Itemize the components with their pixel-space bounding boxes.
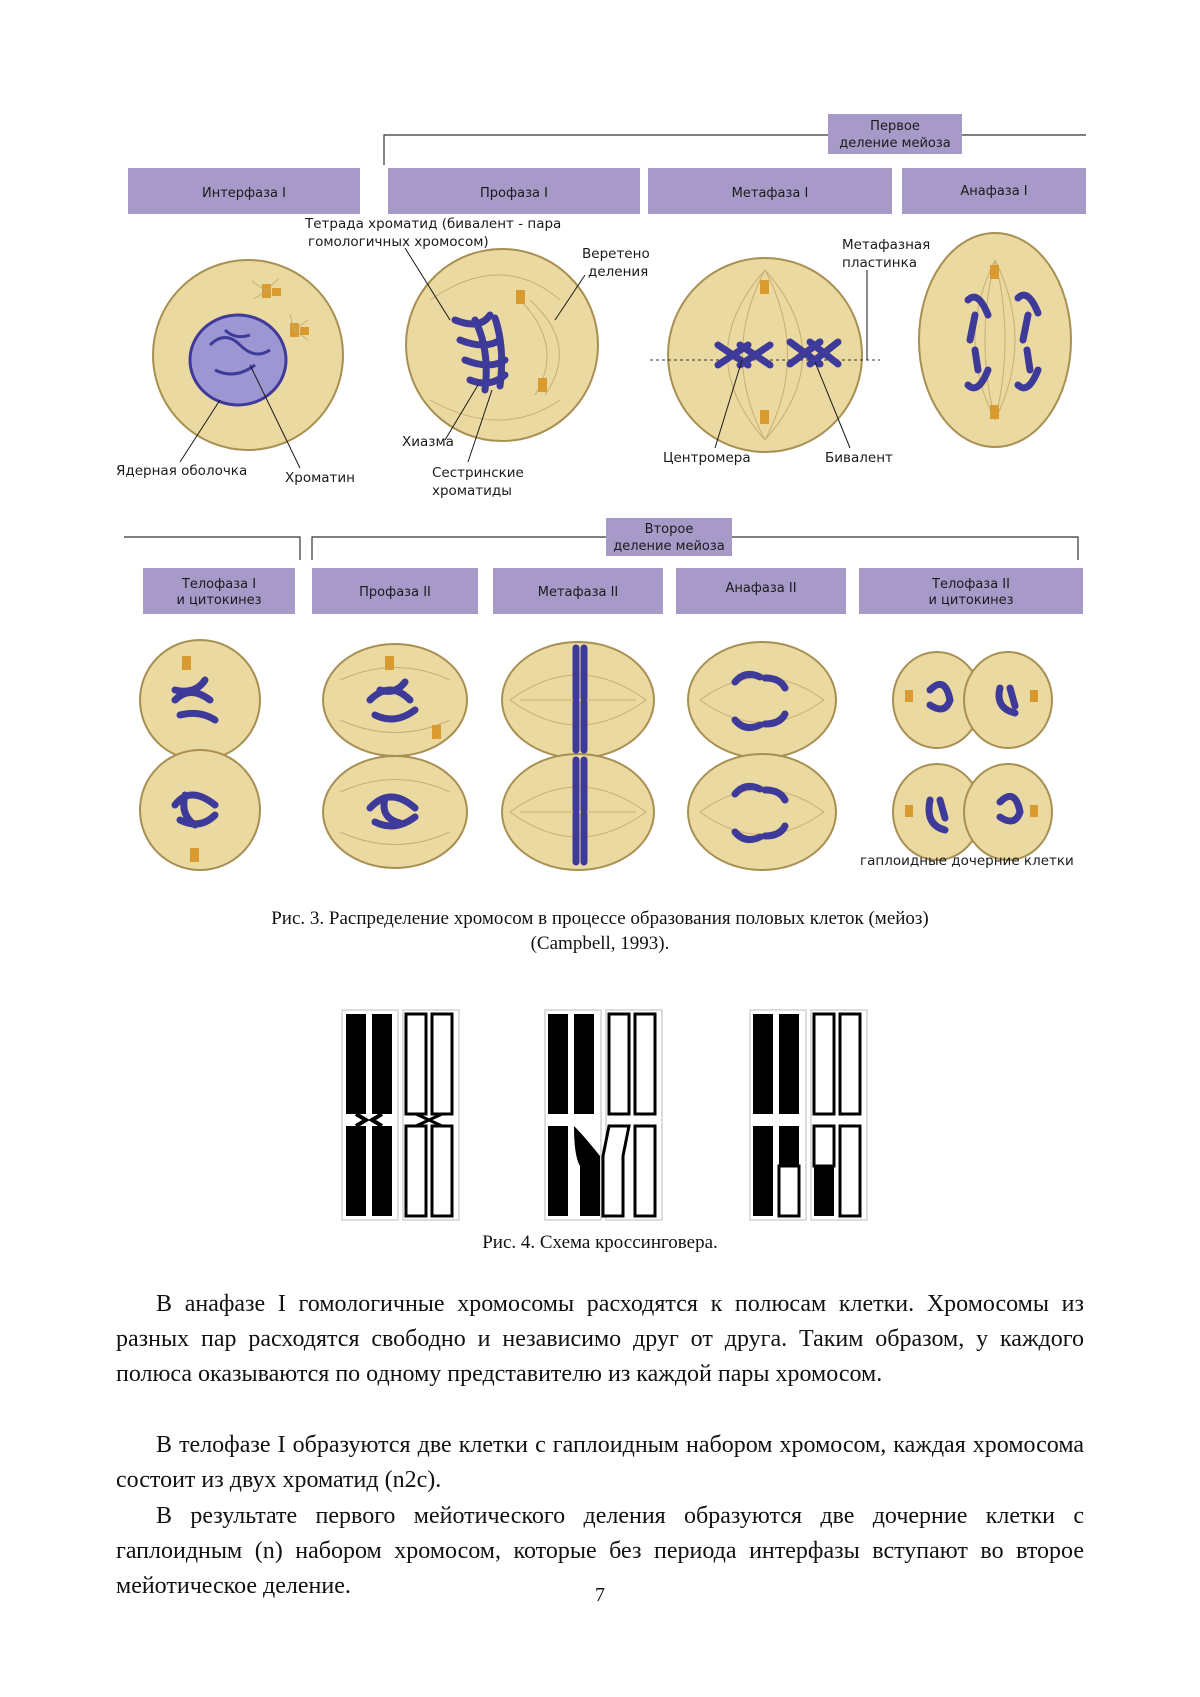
label-metaphase-plate-line2: пластинка [842, 255, 918, 271]
phase-label: и цитокинез [928, 593, 1014, 608]
paragraph-1: В анафазе I гомологичные хромосомы расходятся к полюсам клетки. Хромосомы из разных пар расходятся свободно и независимо друг от друга. Таким образом, у каждого полюса оказываются по одному представителю из каждой пары хромосом. [116, 1291, 1084, 1387]
figure4-caption: Рис. 4. Схема кроссинговера. [482, 1232, 718, 1253]
label-chiasma: Хиазма [402, 434, 454, 450]
label-spindle-line2: деления [588, 264, 649, 280]
phase-label: Профаза II [359, 585, 431, 600]
cells-anaphase-2 [688, 642, 836, 870]
cell-metaphase-1 [650, 258, 880, 452]
label-centromere: Центромера [663, 450, 751, 466]
phase-label: Телофаза I [181, 577, 257, 592]
phase-label: Анафаза II [725, 581, 797, 596]
label-sister-chromatids-line1: Сестринские [432, 465, 524, 481]
label-tetrad-line1: Тетрада хроматид (бивалент - пара [305, 216, 562, 232]
phase-label: Метафаза II [537, 585, 619, 600]
first-division-header-line1: Первое [870, 119, 920, 134]
phase-label: Анафаза I [960, 184, 1028, 199]
figure3-caption-line1: Рис. 3. Распределение хромосом в процессе образования половых клеток (мейоз) [271, 908, 929, 929]
first-division-bracket [384, 135, 1086, 165]
phase-label: Интерфаза I [202, 186, 286, 201]
label-tetrad-line2: гомологичных хромосом) [308, 234, 489, 250]
cell-prophase-1 [406, 249, 598, 441]
second-division-header-line2: деление мейоза [613, 539, 725, 554]
cell-anaphase-1 [919, 233, 1071, 447]
label-chromatin: Хроматин [285, 470, 355, 486]
label-bivalent: Бивалент [825, 450, 893, 466]
label-haploid-cells: гаплоидные дочерние клетки [860, 853, 1074, 869]
first-division-header-line2: деление мейоза [839, 136, 951, 151]
cell-interphase-1 [153, 260, 343, 450]
label-nuclear-envelope: Ядерная оболочка [116, 463, 248, 479]
cells-telophase-1 [140, 640, 260, 870]
cells-metaphase-2 [502, 642, 654, 870]
label-metaphase-plate-line1: Метафазная [842, 237, 931, 253]
crossing-over-scheme [342, 1010, 867, 1220]
page-number: 7 [595, 1584, 605, 1606]
label-spindle-line1: Веретено [582, 246, 650, 262]
paragraph-2: В телофазе I образуются две клетки с гаплоидным набором хромосом, каждая хромосома состоит из двух хроматид (n2c). [116, 1432, 1084, 1493]
second-division-header-line1: Второе [644, 522, 694, 537]
paragraph-3: В результате первого мейотического деления образуются две дочерние клетки с гаплоидным (n) набором хромосом, которые без периода интерфазы вступают во второе мейотическое деление. [116, 1503, 1084, 1599]
first-division-bracket-end [124, 537, 300, 560]
phase-label: и цитокинез [176, 593, 262, 608]
cells-telophase-2 [893, 652, 1052, 860]
phase-label: Метафаза I [731, 186, 809, 201]
cells-prophase-2 [323, 644, 467, 868]
figure3-caption-line2: (Campbell, 1993). [530, 933, 670, 954]
phase-label: Профаза I [480, 186, 548, 201]
phase-label: Телофаза II [932, 577, 1010, 592]
label-sister-chromatids-line2: хроматиды [432, 483, 512, 499]
